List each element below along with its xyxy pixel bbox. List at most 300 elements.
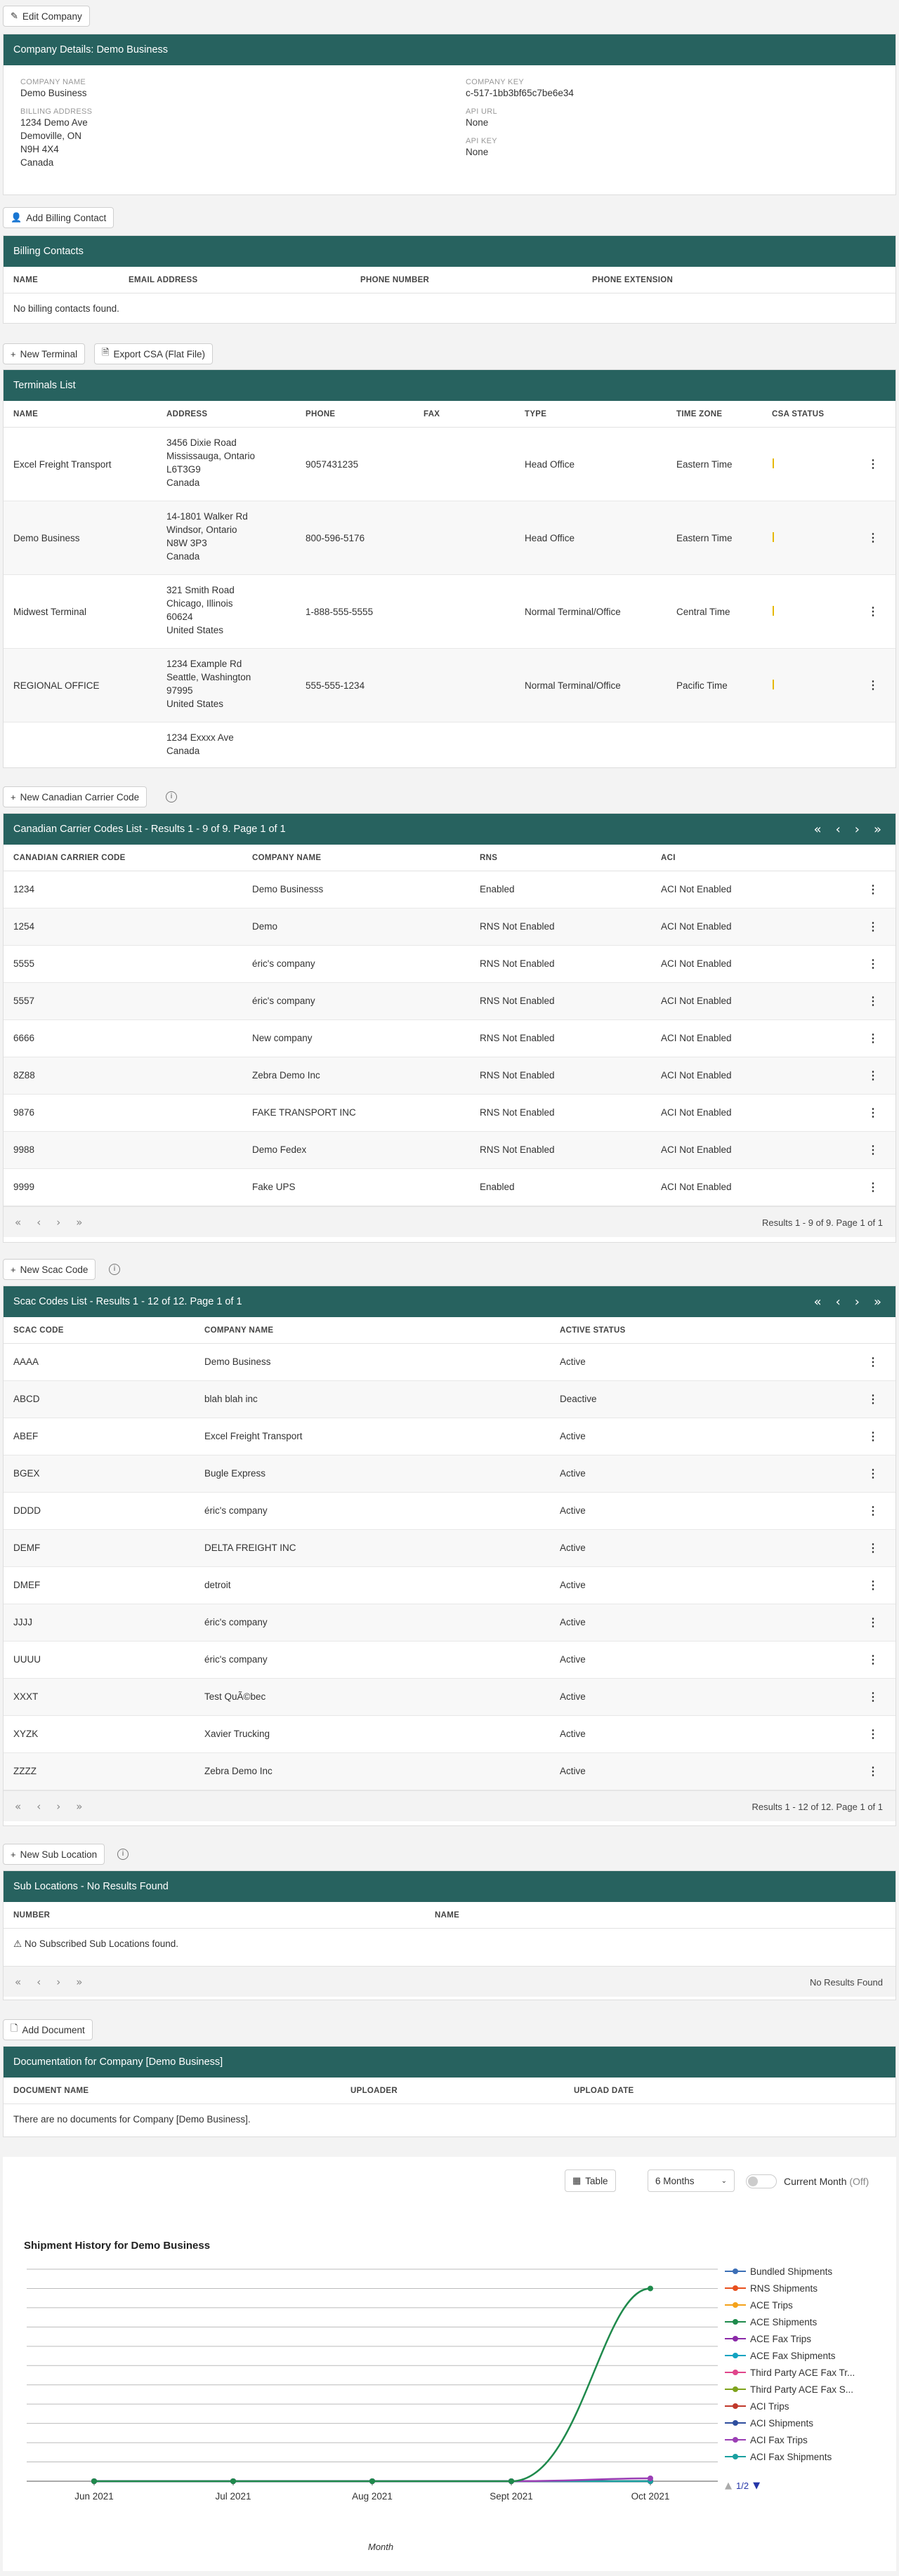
data-point <box>508 2478 514 2484</box>
data-point <box>648 2478 653 2484</box>
series-line <box>94 2478 650 2481</box>
legend-swatch <box>725 2321 746 2323</box>
legend-dot <box>733 2285 738 2291</box>
legend-label: ACI Fax Shipments <box>750 2451 832 2462</box>
data-point <box>369 2478 375 2484</box>
legend-dot <box>733 2403 738 2409</box>
legend-swatch <box>725 2439 746 2440</box>
scac-company-name: éric's company <box>204 1617 268 1627</box>
row-menu-icon[interactable]: ⋮ <box>867 958 879 970</box>
carrier-rns: RNS Not Enabled <box>480 958 555 969</box>
last-page-icon[interactable]: » <box>873 821 881 837</box>
table-view-button[interactable]: ▦ Table <box>565 2169 616 2192</box>
documents-header: Documentation for Company [Demo Business] <box>4 2047 895 2078</box>
legend-swatch <box>725 2287 746 2289</box>
add-billing-contact-button[interactable]: 👤 Add Billing Contact <box>3 207 114 228</box>
col-address: ADDRESS <box>166 410 208 418</box>
data-point <box>369 2478 375 2484</box>
col-time-zone: TIME ZONE <box>676 410 723 418</box>
scac-row[interactable] <box>4 1530 895 1567</box>
scac-company-name: blah blah inc <box>204 1394 258 1404</box>
row-menu-icon[interactable]: ⋮ <box>867 606 879 618</box>
carrier-row[interactable] <box>4 1095 895 1132</box>
col-csa-status: CSA STATUS <box>772 410 825 418</box>
last-page-icon[interactable]: » <box>873 1294 881 1309</box>
terminal-address-line: United States <box>166 625 224 635</box>
data-point <box>91 2478 97 2484</box>
billing-address-3: N9H 4X4 <box>20 144 59 154</box>
edit-company-button[interactable]: ✎ Edit Company <box>3 6 90 27</box>
data-point <box>230 2478 236 2484</box>
terminal-name: Midwest Terminal <box>13 607 87 617</box>
range-select[interactable]: 6 Months ⌄ <box>648 2169 735 2192</box>
legend-item[interactable] <box>725 2263 855 2280</box>
carrier-code: 1254 <box>13 921 35 932</box>
prev-page-icon[interactable]: ‹ <box>37 1800 41 1813</box>
legend-item[interactable] <box>725 2431 855 2448</box>
terminal-address-line: Canada <box>166 746 200 756</box>
billing-address-2: Demoville, ON <box>20 131 82 141</box>
carrier-rns: RNS Not Enabled <box>480 1070 555 1081</box>
row-menu-icon[interactable]: ⋮ <box>867 884 879 896</box>
row-menu-icon[interactable]: ⋮ <box>867 1505 879 1517</box>
next-page-icon[interactable]: › <box>56 1800 61 1813</box>
legend-item[interactable] <box>725 2313 855 2330</box>
add-user-icon: 👤 <box>11 212 22 223</box>
data-point <box>648 2478 653 2484</box>
data-point <box>91 2478 97 2484</box>
data-point <box>648 2478 653 2484</box>
legend-item[interactable] <box>725 2364 855 2381</box>
carrier-aci: ACI Not Enabled <box>661 958 732 969</box>
legend-prev-icon[interactable]: ▲ <box>725 2481 732 2491</box>
csa-status-indicator <box>773 532 774 542</box>
carrier-row[interactable] <box>4 1057 895 1095</box>
data-point <box>369 2478 375 2484</box>
terminal-address-line: 1234 Example Rd <box>166 659 242 669</box>
scac-row[interactable] <box>4 1418 895 1455</box>
data-point <box>508 2478 514 2484</box>
terminal-address-line: 97995 <box>166 685 193 696</box>
legend-swatch <box>725 2338 746 2339</box>
company-name: Demo Business <box>20 88 87 98</box>
scac-code: DDDD <box>13 1505 41 1516</box>
billing-contacts-header: Billing Contacts <box>4 236 895 267</box>
scac-row[interactable] <box>4 1455 895 1493</box>
scac-active-status: Active <box>560 1431 586 1441</box>
col-rns: RNS <box>480 854 498 862</box>
legend-label: RNS Shipments <box>750 2283 818 2294</box>
row-menu-icon[interactable]: ⋮ <box>867 1033 879 1045</box>
data-point <box>508 2478 514 2484</box>
row-menu-icon[interactable]: ⋮ <box>867 921 879 933</box>
terminal-phone: 9057431235 <box>306 459 359 470</box>
carrier-row[interactable] <box>4 983 895 1020</box>
billing-address-label: BILLING ADDRESS <box>20 107 93 116</box>
col-company-name: COMPANY NAME <box>252 854 322 862</box>
chevron-down-icon: ⌄ <box>721 2177 727 2185</box>
legend-dot <box>733 2386 738 2392</box>
carrier-codes-table-header <box>4 845 895 871</box>
scac-code: BGEX <box>13 1468 40 1479</box>
data-point <box>369 2478 375 2484</box>
legend-dot <box>733 2336 738 2341</box>
data-point <box>91 2478 97 2484</box>
scac-code: XYZK <box>13 1729 39 1739</box>
carrier-code: 5557 <box>13 996 35 1006</box>
carrier-aci: ACI Not Enabled <box>661 884 732 894</box>
data-point <box>648 2478 653 2484</box>
carrier-company-name: éric's company <box>252 958 315 969</box>
legend-label: ACE Fax Trips <box>750 2333 812 2344</box>
sub-locations-header: Sub Locations - No Results Found <box>4 1871 895 1902</box>
legend-item[interactable] <box>725 2330 855 2347</box>
legend-label: ACE Trips <box>750 2299 793 2311</box>
data-point <box>230 2478 236 2484</box>
carrier-company-name: New company <box>252 1033 313 1043</box>
legend-swatch <box>725 2355 746 2356</box>
data-point <box>91 2478 97 2484</box>
scac-code: DEMF <box>13 1543 41 1553</box>
legend-item[interactable] <box>725 2448 855 2465</box>
col-number: NUMBER <box>13 1911 51 1920</box>
plus-icon: + <box>11 1849 16 1860</box>
row-menu-icon[interactable]: ⋮ <box>867 1729 879 1741</box>
x-tick-label: Oct 2021 <box>631 2491 670 2502</box>
current-month-toggle[interactable] <box>746 2174 777 2188</box>
data-point <box>369 2478 375 2484</box>
row-menu-icon[interactable]: ⋮ <box>867 996 879 1008</box>
new-terminal-button[interactable]: + New Terminal <box>3 343 85 364</box>
terminal-address-line: Mississauga, Ontario <box>166 451 256 461</box>
col-phone: PHONE <box>306 410 336 418</box>
col-document-name: DOCUMENT NAME <box>13 2087 89 2095</box>
scac-row[interactable] <box>4 1344 895 1381</box>
scac-active-status: Active <box>560 1766 586 1776</box>
data-point <box>648 2478 653 2484</box>
data-point <box>648 2478 653 2484</box>
scac-code: AAAA <box>13 1356 39 1367</box>
carrier-row[interactable] <box>4 909 895 946</box>
terminal-address-line: 14-1801 Walker Rd <box>166 511 248 522</box>
row-menu-icon[interactable]: ⋮ <box>867 1543 879 1554</box>
last-page-icon[interactable]: » <box>76 1976 83 1988</box>
data-point <box>508 2478 514 2484</box>
prev-page-icon[interactable]: ‹ <box>835 1294 841 1309</box>
scac-row[interactable] <box>4 1716 895 1753</box>
legend-item[interactable] <box>725 2398 855 2415</box>
data-point <box>369 2478 375 2484</box>
carrier-row[interactable] <box>4 1169 895 1206</box>
first-page-icon[interactable]: « <box>813 821 822 837</box>
scac-row[interactable] <box>4 1604 895 1642</box>
scac-active-status: Active <box>560 1356 586 1367</box>
legend-item[interactable] <box>725 2415 855 2431</box>
documents-table-header <box>4 2078 895 2104</box>
terminal-address-line: United States <box>166 699 224 709</box>
scac-codes-table-header <box>4 1317 895 1344</box>
row-menu-icon[interactable]: ⋮ <box>867 1691 879 1703</box>
first-page-icon[interactable]: « <box>15 1216 22 1229</box>
new-canadian-carrier-code-button[interactable]: + New Canadian Carrier Code <box>3 786 147 807</box>
terminal-row[interactable] <box>4 722 895 768</box>
toggle-state: (Off) <box>849 2176 870 2187</box>
data-point <box>648 2478 653 2484</box>
next-page-icon[interactable]: › <box>56 1976 61 1988</box>
scac-info-icon[interactable]: i <box>109 1264 120 1275</box>
carrier-aci: ACI Not Enabled <box>661 996 732 1006</box>
legend-item[interactable] <box>725 2381 855 2398</box>
next-page-icon[interactable]: › <box>854 1294 860 1309</box>
data-point <box>508 2478 514 2484</box>
col-scac-code: SCAC CODE <box>13 1326 64 1335</box>
carrier-aci: ACI Not Enabled <box>661 1033 732 1043</box>
csa-status-indicator <box>773 458 774 468</box>
scac-active-status: Active <box>560 1580 586 1590</box>
carrier-aci: ACI Not Enabled <box>661 921 732 932</box>
legend-dot <box>733 2437 738 2443</box>
data-point <box>230 2478 236 2484</box>
col-aci: ACI <box>661 854 676 862</box>
scac-active-status: Active <box>560 1654 586 1665</box>
row-menu-icon[interactable]: ⋮ <box>867 1356 879 1368</box>
scac-active-status: Active <box>560 1468 586 1479</box>
terminal-name: REGIONAL OFFICE <box>13 680 100 691</box>
col-fax: FAX <box>424 410 440 418</box>
chart-title: Shipment History for Demo Business <box>24 2240 211 2252</box>
legend-label: ACE Shipments <box>750 2316 818 2327</box>
col-carrier-code: CANADIAN CARRIER CODE <box>13 854 126 862</box>
new-sub-location-button[interactable]: + New Sub Location <box>3 1844 105 1865</box>
row-menu-icon[interactable]: ⋮ <box>867 532 879 544</box>
terminal-type: Head Office <box>525 459 575 470</box>
row-menu-icon[interactable]: ⋮ <box>867 1617 879 1629</box>
data-point <box>91 2478 97 2484</box>
carrier-rns: Enabled <box>480 1182 515 1192</box>
col-name: NAME <box>13 276 39 284</box>
col-company-name: COMPANY NAME <box>204 1326 274 1335</box>
next-page-icon[interactable]: › <box>56 1216 61 1229</box>
carrier-code: 9988 <box>13 1144 35 1155</box>
legend-dot <box>733 2268 738 2274</box>
row-menu-icon[interactable]: ⋮ <box>867 1654 879 1666</box>
scac-company-name: éric's company <box>204 1654 268 1665</box>
row-menu-icon[interactable]: ⋮ <box>867 1766 879 1778</box>
scac-pagination-footer <box>4 1790 895 1821</box>
data-point <box>91 2478 97 2484</box>
next-page-icon[interactable]: › <box>854 821 860 837</box>
csa-status-indicator <box>773 606 774 616</box>
data-point <box>369 2478 375 2484</box>
legend-item[interactable] <box>725 2297 855 2313</box>
billing-address-4: Canada <box>20 157 54 168</box>
data-point <box>508 2478 514 2484</box>
legend-label: Bundled Shipments <box>750 2266 833 2277</box>
chart-legend <box>725 2263 855 2465</box>
legend-swatch <box>725 2456 746 2457</box>
scac-row[interactable] <box>4 1381 895 1418</box>
data-point <box>91 2478 97 2484</box>
data-point <box>508 2478 514 2484</box>
scac-active-status: Active <box>560 1691 586 1702</box>
scac-company-name: Xavier Trucking <box>204 1729 270 1739</box>
carrier-aci: ACI Not Enabled <box>661 1070 732 1081</box>
last-page-icon[interactable]: » <box>76 1800 83 1813</box>
legend-dot <box>733 2353 738 2358</box>
scac-row[interactable] <box>4 1642 895 1679</box>
x-tick-label: Aug 2021 <box>352 2491 393 2502</box>
data-point <box>91 2478 97 2484</box>
row-menu-icon[interactable]: ⋮ <box>867 1394 879 1406</box>
api-url-label: API URL <box>466 107 497 116</box>
terminal-address-line: Canada <box>166 477 200 488</box>
col-uploader: UPLOADER <box>350 2087 398 2095</box>
toggle-knob <box>748 2177 758 2186</box>
data-point <box>508 2478 514 2484</box>
plus-icon: + <box>11 791 16 802</box>
terminals-panel <box>3 369 896 768</box>
company-details-header: Company Details: Demo Business <box>4 34 895 65</box>
carrier-info-icon[interactable]: i <box>166 791 177 802</box>
company-name-label: COMPANY NAME <box>20 78 86 86</box>
carrier-row[interactable] <box>4 946 895 983</box>
legend-swatch <box>725 2389 746 2390</box>
carrier-company-name: Zebra Demo Inc <box>252 1070 320 1081</box>
data-point <box>369 2478 375 2484</box>
data-point <box>230 2478 236 2484</box>
sub-location-info-icon[interactable]: i <box>117 1849 129 1860</box>
first-page-icon[interactable]: « <box>15 1800 22 1813</box>
carrier-row[interactable] <box>4 1020 895 1057</box>
row-menu-icon[interactable]: ⋮ <box>867 1070 879 1082</box>
carrier-code: 5555 <box>13 958 35 969</box>
terminal-address-line: Windsor, Ontario <box>166 524 237 535</box>
scac-company-name: DELTA FREIGHT INC <box>204 1543 296 1553</box>
prev-page-icon[interactable]: ‹ <box>835 821 841 837</box>
series-line <box>94 2288 650 2481</box>
scac-row[interactable] <box>4 1493 895 1530</box>
row-menu-icon[interactable]: ⋮ <box>867 1107 879 1119</box>
carrier-codes-header: Canadian Carrier Codes List - Results 1 - 9 of 9. Page 1 of 1 <box>13 824 286 835</box>
data-point <box>648 2476 653 2481</box>
carrier-results-text: Results 1 - 9 of 9. Page 1 of 1 <box>762 1217 883 1228</box>
row-menu-icon[interactable]: ⋮ <box>867 1182 879 1194</box>
billing-contacts-panel <box>3 235 896 324</box>
row-menu-icon[interactable]: ⋮ <box>867 1144 879 1156</box>
terminal-address <box>166 583 235 637</box>
row-menu-icon[interactable]: ⋮ <box>867 1468 879 1480</box>
carrier-company-name: Demo <box>252 921 278 932</box>
carrier-aci: ACI Not Enabled <box>661 1107 732 1118</box>
data-point <box>91 2478 97 2484</box>
terminal-row[interactable] <box>4 501 895 575</box>
data-point <box>230 2478 236 2484</box>
terminal-row[interactable] <box>4 649 895 722</box>
edit-icon: ✎ <box>11 11 18 21</box>
export-csa-button[interactable]: 🗎 Export CSA (Flat File) <box>94 343 213 364</box>
shipment-chart-panel <box>3 2157 896 2571</box>
col-type: TYPE <box>525 410 547 418</box>
carrier-row[interactable] <box>4 871 895 909</box>
api-key-label: API KEY <box>466 137 497 145</box>
first-page-icon[interactable]: « <box>15 1976 22 1988</box>
first-page-icon[interactable]: « <box>813 1294 822 1309</box>
terminal-time-zone: Eastern Time <box>676 459 733 470</box>
legend-dot <box>733 2370 738 2375</box>
carrier-code: 8Z88 <box>13 1070 35 1081</box>
prev-page-icon[interactable]: ‹ <box>37 1216 41 1229</box>
terminal-address-line: 321 Smith Road <box>166 585 235 595</box>
carrier-aci: ACI Not Enabled <box>661 1144 732 1155</box>
terminal-phone: 1-888-555-5555 <box>306 607 374 617</box>
row-menu-icon[interactable]: ⋮ <box>867 1580 879 1592</box>
carrier-row[interactable] <box>4 1132 895 1169</box>
terminal-row[interactable] <box>4 575 895 649</box>
carrier-codes-panel <box>3 813 896 1243</box>
terminal-row[interactable] <box>4 428 895 501</box>
carrier-pagination-footer <box>4 1206 895 1237</box>
current-month-label: Current Month <box>784 2176 847 2187</box>
legend-next-icon[interactable]: ▼ <box>753 2481 761 2491</box>
legend-swatch <box>725 2304 746 2306</box>
company-key: c-517-1bb3bf65c7be6e34 <box>466 88 574 98</box>
col-email: EMAIL ADDRESS <box>129 276 198 284</box>
row-menu-icon[interactable]: ⋮ <box>867 458 879 470</box>
data-point <box>369 2478 375 2484</box>
row-menu-icon[interactable]: ⋮ <box>867 1431 879 1443</box>
documents-panel <box>3 2046 896 2137</box>
add-document-button[interactable]: 🗋 Add Document <box>3 2019 93 2040</box>
legend-swatch <box>725 2405 746 2407</box>
terminals-header: Terminals List <box>4 370 895 401</box>
carrier-code: 6666 <box>13 1033 35 1043</box>
terminal-address <box>166 510 248 563</box>
terminal-name: Demo Business <box>13 533 80 543</box>
prev-page-icon[interactable]: ‹ <box>37 1976 41 1988</box>
col-name: NAME <box>435 1911 460 1920</box>
api-key: None <box>466 147 489 157</box>
new-scac-code-button[interactable]: + New Scac Code <box>3 1259 96 1280</box>
terminal-type: Head Office <box>525 533 575 543</box>
sub-locations-panel <box>3 1870 896 2000</box>
scac-row[interactable] <box>4 1567 895 1604</box>
data-point <box>230 2478 236 2484</box>
scac-results-text: Results 1 - 12 of 12. Page 1 of 1 <box>752 1802 883 1812</box>
row-menu-icon[interactable]: ⋮ <box>867 680 879 692</box>
data-point <box>230 2478 236 2484</box>
legend-item[interactable] <box>725 2280 855 2297</box>
carrier-company-name: Demo Fedex <box>252 1144 307 1155</box>
legend-item[interactable] <box>725 2347 855 2364</box>
terminal-address-line: 60624 <box>166 612 193 622</box>
x-tick-label: Jun 2021 <box>74 2491 114 2502</box>
terminal-address <box>166 657 251 711</box>
last-page-icon[interactable]: » <box>76 1216 83 1229</box>
scac-company-name: Excel Freight Transport <box>204 1431 303 1441</box>
legend-dot <box>733 2420 738 2426</box>
carrier-code: 9876 <box>13 1107 35 1118</box>
sub-locations-results-text: No Results Found <box>809 1977 883 1988</box>
terminal-time-zone: Eastern Time <box>676 533 733 543</box>
carrier-rns: RNS Not Enabled <box>480 996 555 1006</box>
legend-label: ACI Shipments <box>750 2417 814 2429</box>
scac-company-name: Bugle Express <box>204 1468 266 1479</box>
scac-row[interactable] <box>4 1679 895 1716</box>
legend-label: Third Party ACE Fax Tr... <box>750 2367 855 2378</box>
scac-row[interactable] <box>4 1753 895 1790</box>
terminal-address-line: Seattle, Washington <box>166 672 251 682</box>
carrier-rns: RNS Not Enabled <box>480 1107 555 1118</box>
